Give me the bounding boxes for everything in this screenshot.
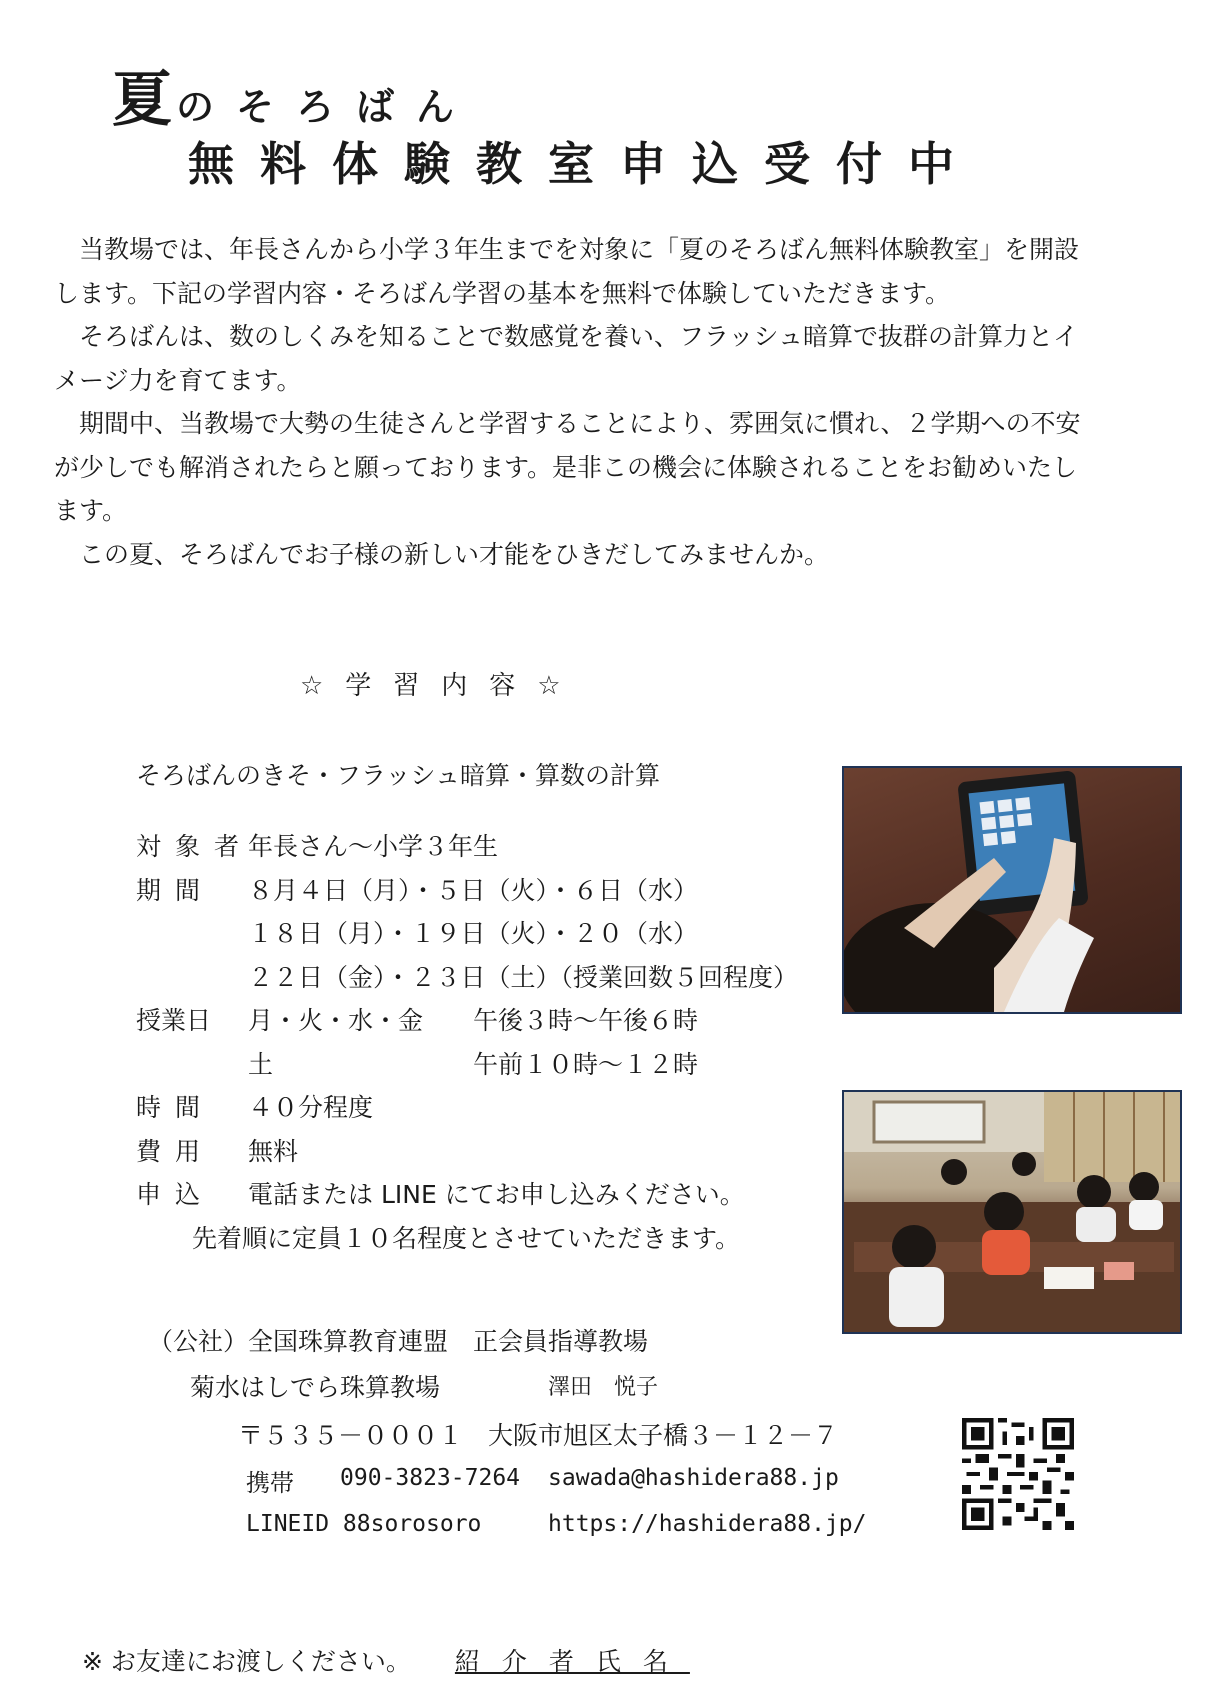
section-heading: ☆学習内容☆: [300, 671, 583, 701]
class-days-1: 月・火・水・金: [248, 1006, 424, 1035]
qr-code: [962, 1418, 1074, 1530]
apply-note: 先着順に定員１０名程度とさせていただきます。: [192, 1223, 741, 1253]
detail-period-2: [136, 912, 798, 956]
class-days-label: 授業日: [136, 1006, 212, 1035]
title-line-1: [112, 52, 476, 138]
apply-value: 電話または LINE にてお申し込みください。: [248, 1180, 745, 1209]
duration-value: ４０分程度: [248, 1093, 374, 1122]
website-url: https://hashidera88.jp/: [548, 1511, 867, 1537]
intro-paragraph: この夏、そろばんでお子様の新しい才能をひきだしてみませんか。: [54, 539, 830, 569]
referrer-name-field: 紹介者氏名: [454, 1647, 690, 1676]
period-line: １８日（月）・１９日（火）・２０（水）: [248, 919, 699, 948]
email-address: sawada@hashidera88.jp: [548, 1465, 839, 1491]
detail-target: [136, 825, 798, 869]
org-line-1: （公社）全国珠算教育連盟 正会員指導教場: [148, 1327, 649, 1356]
fee-label: 費用: [136, 1136, 215, 1166]
photo-classroom: [842, 1090, 1182, 1334]
title-line-2: 無料体験教室申込受付中: [188, 137, 980, 191]
detail-duration: [136, 1086, 798, 1130]
title-big-char: 夏: [112, 65, 176, 135]
period-label: 期間: [136, 875, 215, 905]
detail-class-days: [136, 999, 798, 1043]
title-rest: のそろばん: [176, 85, 477, 129]
duration-label: 時間: [136, 1093, 215, 1122]
period-line: ８月４日（月）・５日（火）・６日（水）: [248, 875, 699, 905]
photo-classroom-illustration: [844, 1092, 1180, 1332]
school-name: 菊水はしでら珠算教場: [190, 1373, 441, 1402]
content-line: そろばんのきそ・フラッシュ暗算・算数の計算: [136, 761, 661, 790]
detail-apply: [136, 1173, 798, 1217]
details-list: [136, 825, 798, 1260]
teacher-name: 澤田 悦子: [548, 1375, 659, 1400]
postal-address: 〒５３５－０００１ 大阪市旭区太子橋３－１２－７: [238, 1421, 839, 1450]
intro-paragraph: そろばんは、数のしくみを知ることで数感覚を養い、フラッシュ暗算で抜群の計算力とイメージ力を育てます。: [54, 322, 1079, 395]
photo-child-tablet-illustration: [844, 768, 1180, 1012]
class-time-1: 午後３時～午後６時: [473, 1006, 699, 1035]
intro-text: [54, 228, 1084, 576]
intro-paragraph: 当教場では、年長さんから小学３年生までを対象に「夏のそろばん無料体験教室」を開設します。下記の学習内容・そろばん学習の基本を無料で体験していただきます。: [54, 235, 1080, 308]
detail-apply-note: [136, 1217, 798, 1261]
footer-note: ※ お友達にお渡しください。: [82, 1647, 411, 1676]
detail-class-days-2: [136, 1043, 798, 1087]
intro-paragraph: 期間中、当教場で大勢の生徒さんと学習することにより、雰囲気に慣れ、２学期への不安が少しでも解消されたらと願っております。是非この機会に体験されることをお勧めいたします。: [54, 409, 1081, 525]
detail-period-3: [136, 956, 798, 1000]
photo-child-tablet: [842, 766, 1182, 1014]
target-label: 対象者: [136, 832, 254, 861]
apply-label: 申込: [136, 1180, 215, 1209]
line-id: LINEID 88sorosoro: [246, 1511, 482, 1537]
period-line: ２２日（金）・２３日（土）（授業回数５回程度）: [248, 962, 799, 992]
detail-fee: [136, 1130, 798, 1174]
class-days-2: 土: [248, 1049, 274, 1079]
mobile-number: 090-3823-7264: [340, 1465, 521, 1491]
footer: [82, 1642, 690, 1678]
mobile-label: 携帯: [246, 1469, 294, 1497]
fee-value: 無料: [248, 1136, 299, 1166]
detail-period: [136, 869, 798, 913]
class-time-2: 午前１０時～１２時: [473, 1049, 699, 1079]
target-value: 年長さん～小学３年生: [248, 832, 499, 861]
